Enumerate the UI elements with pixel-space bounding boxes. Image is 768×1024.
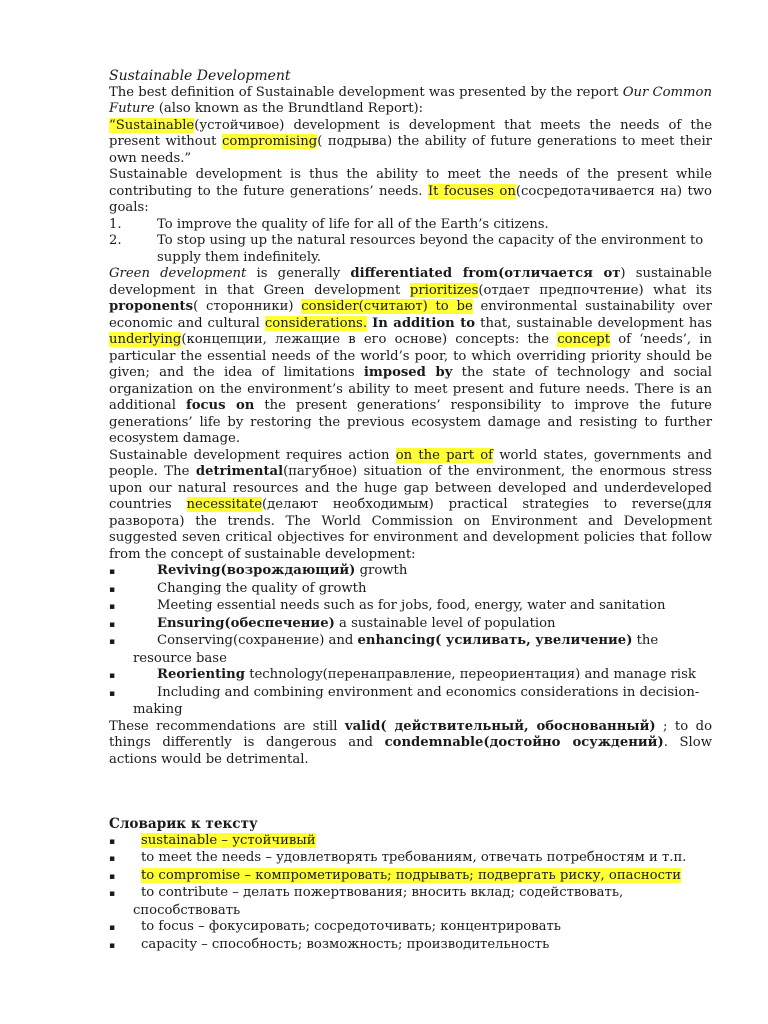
text-run: enhancing( усиливать, увеличение) [357, 633, 633, 648]
vocabulary-list [109, 833, 712, 955]
report-title: Our Common Future [109, 84, 712, 116]
bullet-icon: ▪ [109, 637, 116, 647]
objectives-list [109, 563, 712, 719]
highlight-on-the-part-of: on the part of [395, 447, 494, 463]
text-run: detrimental [195, 464, 284, 479]
vocab-entry: to compromise – компрометировать; подрывать; подвергать риску, опасности [141, 867, 682, 883]
text-run: Sustainable development is thus the ability to meet the needs of the present while contributing to the future generations’ needs. [109, 167, 712, 199]
text-run: of ‘needs’, in particular the essential needs of the world’s poor, to which overriding priority should be given; and the idea of limitations [109, 332, 712, 380]
list-item [109, 868, 712, 886]
paragraph-requirements [109, 448, 712, 564]
list-number: 2. [109, 233, 122, 248]
text-run: Including and combining environment and economics considerations in decision-making [133, 684, 700, 717]
list-item [109, 616, 712, 634]
text-run: world states, governments and people. The [109, 447, 712, 479]
text-run: the present generations’ responsibility to improve the future generations’ life by restoring the previous ecosystem damage and resisting to further ecosystem damage. [109, 398, 712, 446]
text-run: Conserving(сохранение) and [157, 633, 358, 648]
paragraph-definition-intro [109, 85, 712, 118]
list-item [109, 850, 712, 868]
text-run: imposed by [363, 365, 453, 380]
list-item [109, 667, 712, 685]
text-run: Meeting essential needs such as for jobs, food, energy, water and sanitation [157, 598, 666, 613]
bullet-icon: ▪ [109, 889, 116, 899]
list-item [109, 598, 712, 616]
list-item [109, 233, 712, 266]
bullet-icon: ▪ [109, 854, 116, 864]
list-item [109, 885, 712, 919]
text-run: (отдает предпочтение) what its [478, 282, 712, 298]
vocab-entry: capacity – способность; возможность; производительность [141, 936, 550, 952]
list-item [109, 937, 712, 955]
bullet-icon: ▪ [109, 836, 116, 847]
bullet-icon: ▪ [109, 584, 116, 595]
list-text: To improve the quality of life for all of the Earth’s citizens. [157, 216, 549, 232]
text-run: Green development [109, 266, 247, 281]
document-page [109, 68, 712, 954]
bullet-icon: ▪ [109, 940, 116, 951]
text-run: (сосредотачивается на) two goals: [109, 183, 712, 215]
text-run: In addition to [372, 315, 476, 331]
text-run: ) sustainable development in that Green development [109, 266, 712, 298]
highlight-prioritizes: prioritizes [409, 282, 479, 298]
text-run: Reorienting [157, 667, 245, 682]
paragraph-definition-quote [109, 118, 712, 168]
highlight-compromising: compromising [222, 134, 318, 149]
text-run: differentiated from(отличается от [350, 266, 621, 281]
text-run: focus on [186, 398, 255, 413]
bullet-icon: ▪ [109, 619, 116, 630]
text-run: the resource base [133, 633, 659, 666]
highlight-necessitate: necessitate [186, 497, 263, 512]
bullet-icon: ▪ [109, 567, 116, 577]
list-item [109, 919, 712, 937]
paragraph-green-development [109, 266, 712, 448]
text-run: valid( действительный, обоснованный) [344, 718, 656, 734]
spacer [109, 768, 712, 816]
text-run: ( подрыва) the ability of future generations to meet their own needs.” [109, 134, 712, 166]
vocabulary-title: Словарик к тексту [109, 816, 258, 832]
text-run: Reviving(возрождающий) [157, 563, 356, 578]
highlight-focuses-on: It focuses on [427, 183, 516, 199]
text-run: (устойчивое) development is development that meets the needs of the present without [109, 117, 712, 149]
list-item [109, 633, 712, 667]
text-run: the state of technology and social organization on the environment’s ability to meet present and future needs. There is an additional [109, 365, 712, 413]
list-item [109, 833, 712, 851]
paragraph-goals-intro [109, 167, 712, 217]
highlight-concept: concept [557, 332, 610, 347]
vocab-entry: to contribute – делать пожертвования; вносить вклад; содействовать, способствовать [133, 885, 624, 918]
text-run: is generally [246, 266, 351, 281]
bullet-icon: ▪ [109, 871, 116, 882]
highlight-underlying: underlying [109, 332, 182, 347]
text-run: These recommendations are still [109, 718, 345, 734]
text-run: ; to do things differently is dangerous and [109, 718, 713, 750]
text-run: (also known as the Brundtland Report): [154, 101, 424, 116]
text-run: a sustainable level of population [334, 615, 556, 631]
text-run: that, sustainable development has [475, 315, 712, 331]
paragraph-recommendations [109, 719, 712, 769]
text-run: . Slow actions would be detrimental. [109, 735, 712, 767]
text-run: (делают необходимым) practical strategies to reverse(для разворота) the trends. The World Commission on Environment and Development suggested seven critical objectives for environment and development policies that follow from the concept of sustainable development: [109, 497, 712, 562]
list-item [109, 217, 712, 234]
text-run: growth [355, 563, 408, 578]
text-run: (концепции, лежащие в его основе) concepts: the [181, 332, 558, 347]
highlight-sustainable: “Sustainable [109, 117, 195, 133]
text-run: (пагубное) situation of the environment, the enormous stress upon our natural resources and the huge gap between developed and underdeveloped countries [109, 464, 712, 512]
bullet-icon: ▪ [109, 923, 116, 933]
vocab-entry: sustainable – устойчивый [141, 832, 316, 848]
text-run: Changing the quality of growth [157, 580, 367, 596]
vocab-entry: to focus – фокусировать; сосредоточивать; концентрировать [141, 919, 561, 934]
text-run: The best definition of Sustainable development was presented by the report [109, 84, 623, 100]
text-run: Ensuring(обеспечение) [157, 615, 335, 631]
document-title: Sustainable Development [109, 68, 291, 84]
list-item [109, 685, 712, 719]
vocab-entry: to meet the needs – удовлетворять требованиям, отвечать потребностям и т.п. [141, 850, 687, 865]
text-run: proponents [109, 299, 194, 314]
bullet-icon: ▪ [109, 671, 116, 681]
bullet-icon: ▪ [109, 688, 116, 699]
text-run: Sustainable development requires action [109, 447, 396, 463]
goals-list [109, 217, 712, 267]
text-run: condemnable(достойно осуждений) [384, 735, 664, 750]
list-number: 1. [109, 216, 122, 232]
list-item [109, 563, 712, 581]
list-item [109, 581, 712, 599]
highlight-considerations: considerations. [264, 315, 368, 331]
text-run: technology(перенаправление, переориентация) and manage risk [245, 667, 696, 682]
text-run: environmental sustainability over economic and cultural [109, 299, 712, 331]
list-text: To stop using up the natural resources beyond the capacity of the environment to supply them indefinitely. [157, 233, 704, 265]
highlight-consider: consider(считают) to be [301, 299, 473, 314]
text-run: ( сторонники) [193, 299, 302, 314]
bullet-icon: ▪ [109, 602, 116, 612]
